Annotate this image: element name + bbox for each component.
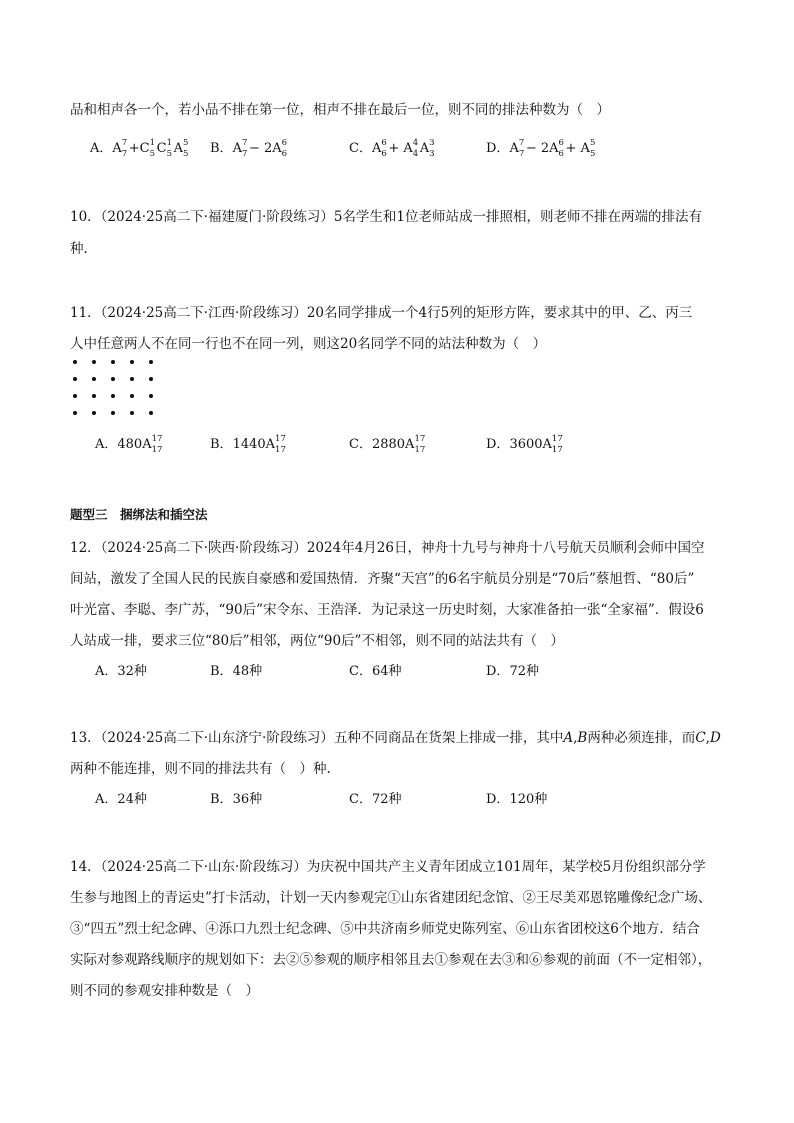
grid-dot xyxy=(92,411,96,415)
q9-option-b: B．A 7 7 − 2A 6 6 xyxy=(210,138,288,159)
q11-option-c: C．2880A 17 17 xyxy=(349,434,426,455)
q12-option-c: C．64种 xyxy=(349,664,402,679)
q13-stem-line1: 13．（2024·25高二下·山东济宁·阶段练习）五种不同商品在货架上排成一排，其中A,B两种必须连排，而C,D xyxy=(70,730,721,746)
q9-option-a: A．A 7 7 +C 1 5 C 1 5 A 5 5 xyxy=(90,138,189,159)
q11-stem-line1: 11．（2024·25高二下·江西·阶段练习）20名同学排成一个4行5列的矩形方阵，要求其中的甲、乙、丙三 xyxy=(70,305,693,321)
q13-stem-line2: 两种不能连排，则不同的排法共有（ ）种. xyxy=(70,761,331,777)
q11-option-b: B．1440A 17 17 xyxy=(210,434,286,455)
q12-option-b: B．48种 xyxy=(210,664,263,679)
grid-dot xyxy=(73,360,77,364)
grid-dot xyxy=(92,377,96,381)
grid-dot xyxy=(111,411,115,415)
grid-dot xyxy=(149,394,153,398)
grid-dot xyxy=(73,411,77,415)
grid-dot xyxy=(130,360,134,364)
q13-option-b: B．36种 xyxy=(210,792,263,807)
q11-option-d: D．3600A 17 17 xyxy=(486,434,563,455)
grid-dot xyxy=(111,377,115,381)
q12-stem-line1: 12．（2024·25高二下·陕西·阶段练习）2024年4月26日，神舟十九号与神舟十八号航天员顺利会师中国空 xyxy=(70,540,705,556)
grid-dot xyxy=(92,394,96,398)
grid-dot xyxy=(130,411,134,415)
grid-dot xyxy=(149,360,153,364)
q12-stem-line3: 叶光富、李聪、李广苏，“90后”宋令东、王浩泽．为记录这一历史时刻，大家准备拍一张“全家福”．假设6 xyxy=(70,602,704,618)
q13-var-ab: A,B xyxy=(563,730,588,746)
q13-option-c: C．72种 xyxy=(349,792,402,807)
q9-option-c-expr: A 6 6 + A 4 4 A 3 3 xyxy=(371,138,435,159)
q9-stem-line: 品和相声各一个，若小品不排在第一位，相声不排在最后一位，则不同的排法种数为（ ） xyxy=(70,102,610,118)
q13-var-cd: C,D xyxy=(695,730,721,746)
grid-dot xyxy=(92,360,96,364)
grid-dot xyxy=(73,377,77,381)
grid-dot xyxy=(73,394,77,398)
grid-dot xyxy=(130,377,134,381)
q9-option-b-expr: A 7 7 − 2A 6 6 xyxy=(232,138,288,159)
q14-stem-line1: 14．（2024·25高二下·山东·阶段练习）为庆祝中国共产主义青年团成立101周年，某学校5月份组织部分学 xyxy=(70,859,706,875)
grid-dot xyxy=(149,377,153,381)
q14-stem-line2: 生参与地图上的青运史”打卡活动，计划一天内参观完①山东省建团纪念馆、②王尽美邓恩铭雕像纪念广场、 xyxy=(70,890,712,906)
grid-dot xyxy=(111,394,115,398)
q13-option-a: A．24种 xyxy=(95,792,147,807)
q12-option-a: A．32种 xyxy=(95,664,147,679)
q10-stem-line1: 10．（2024·25高二下·福建厦门·阶段练习）5名学生和1位老师站成一排照相，则老师不排在两端的排法有 xyxy=(70,209,703,225)
q9-option-a-expr: A 7 7 +C 1 5 C 1 5 A 5 5 xyxy=(112,138,189,159)
q12-stem-line2: 间站，激发了全国人民的民族自豪感和爱国热情．齐聚“天宫”的6名宇航员分别是“70后”蔡旭哲、“80后” xyxy=(70,571,695,587)
q11-option-a: A．480A 17 17 xyxy=(95,434,163,455)
q14-stem-line5: 则不同的参观安排种数是（ ） xyxy=(70,983,259,999)
q13-option-d: D．120种 xyxy=(486,792,548,807)
grid-dot xyxy=(149,411,153,415)
q9-option-c: C．A 6 6 + A 4 4 A 3 3 xyxy=(349,138,435,159)
q14-stem-line3: ③“四五”烈士纪念碑、④泺口九烈士纪念碑、⑤中共济南乡师党史陈列室、⑥山东省团校这6个地方．结合 xyxy=(70,921,700,937)
q14-stem-line4: 实际对参观路线顺序的规划如下：去②⑤参观的顺序相邻且去①参观在去③和⑥参观的前面（不一定相邻）， xyxy=(70,952,712,968)
q10-stem-line2: 种. xyxy=(70,241,88,257)
q11-stem-line2: 人中任意两人不在同一行也不在同一列，则这20名同学不同的站法种数为（ ） xyxy=(70,336,547,352)
grid-dot xyxy=(111,360,115,364)
grid-dot xyxy=(130,394,134,398)
q9-option-d: D．A 7 7 − 2A 6 6 + A 5 5 xyxy=(486,138,596,159)
q9-option-d-expr: A 7 7 − 2A 6 6 + A 5 5 xyxy=(509,138,596,159)
q12-stem-line4: 人站成一排，要求三位“80后”相邻，两位“90后”不相邻，则不同的站法共有（ ） xyxy=(70,633,564,649)
q12-option-d: D．72种 xyxy=(486,664,539,679)
section-heading: 题型三 捆绑法和插空法 xyxy=(70,507,208,522)
